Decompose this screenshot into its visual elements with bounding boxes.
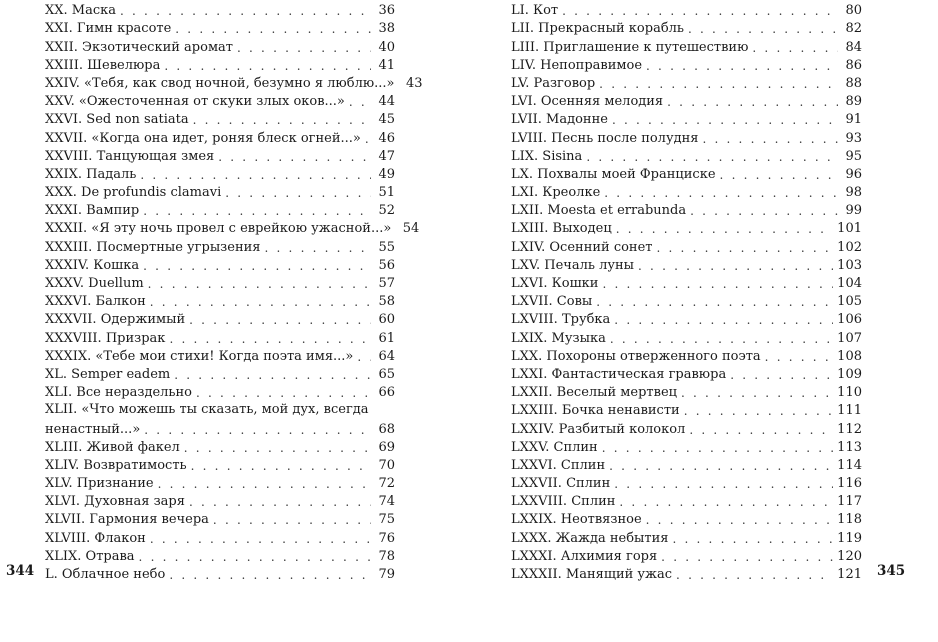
toc-entry-page: 58 bbox=[378, 294, 395, 310]
dot-leader bbox=[143, 204, 371, 219]
toc-entry bbox=[511, 292, 862, 310]
toc-entry-page: 69 bbox=[378, 439, 395, 455]
toc-entry-page: 99 bbox=[845, 203, 862, 219]
toc-entry-title: XXXVII. Одержимый bbox=[45, 312, 186, 328]
toc-entry-page: 75 bbox=[378, 512, 395, 528]
toc-entry-title: XXXIX. «Тебе мои стихи! Когда поэта имя...» bbox=[45, 348, 354, 364]
toc-entry-title: XXIII. Шевелюра bbox=[45, 57, 161, 73]
toc-entry-page: 96 bbox=[845, 166, 862, 182]
toc-entry-title: XXXV. Duellum bbox=[45, 276, 144, 291]
toc-entry-title: XXIX. Падаль bbox=[45, 166, 137, 182]
toc-entry-title: LVII. Мадонне bbox=[511, 112, 608, 128]
toc-entry bbox=[45, 165, 395, 183]
toc-entry-title: XXXVIII. Призрак bbox=[45, 330, 166, 346]
toc-entry-page: 61 bbox=[378, 330, 395, 346]
toc-entry-title: LXXX. Жажда небытия bbox=[511, 530, 669, 546]
toc-entry-page: 45 bbox=[378, 112, 395, 128]
toc-entry bbox=[511, 128, 862, 146]
dot-leader bbox=[602, 441, 833, 456]
toc-entry bbox=[45, 547, 395, 565]
toc-entry bbox=[45, 147, 395, 165]
toc-entry bbox=[511, 19, 862, 37]
toc-entry bbox=[45, 492, 395, 510]
toc-entry-page: 54 bbox=[402, 221, 420, 237]
dot-leader bbox=[661, 550, 833, 565]
toc-entry-title: LX. Похвалы моей Франциске bbox=[511, 166, 716, 182]
toc-entry-page: 72 bbox=[378, 476, 395, 492]
toc-entry bbox=[511, 1, 862, 19]
dot-leader bbox=[189, 495, 371, 510]
toc-entry bbox=[511, 201, 862, 219]
dot-leader bbox=[602, 277, 833, 292]
toc-entry bbox=[511, 492, 862, 510]
toc-entry-title: XLIX. Отрава bbox=[45, 548, 135, 564]
toc-entry-title: LXXVI. Сплин bbox=[511, 457, 606, 473]
dot-leader bbox=[237, 41, 371, 56]
toc-entry-title: XXXVI. Балкон bbox=[45, 294, 146, 310]
toc-entry-title: LXIX. Музыка bbox=[511, 330, 606, 346]
toc-entry-page: 106 bbox=[837, 312, 862, 328]
toc-entry bbox=[45, 456, 395, 474]
toc-entry bbox=[45, 274, 395, 292]
toc-entry-title: XXII. Экзотический аромат bbox=[45, 39, 233, 55]
dot-leader bbox=[646, 513, 834, 528]
toc-entry bbox=[511, 56, 862, 74]
toc-entry-title: XXX. De profundis clamavi bbox=[45, 185, 222, 201]
toc-entry-title: XXXII. «Я эту ночь провел с еврейкою ужасной...» bbox=[45, 221, 392, 237]
toc-entry-page: 76 bbox=[378, 530, 395, 546]
toc-entry bbox=[511, 510, 862, 528]
toc-entry-page: 109 bbox=[837, 366, 862, 382]
toc-entry bbox=[45, 528, 395, 546]
dot-leader bbox=[610, 332, 833, 347]
toc-entry-title: LVIII. Песнь после полудня bbox=[511, 130, 699, 146]
dot-leader bbox=[619, 495, 833, 510]
toc-entry bbox=[45, 1, 395, 19]
toc-entry-title: LXIII. Выходец bbox=[511, 221, 612, 237]
toc-entry bbox=[45, 92, 395, 110]
dot-leader bbox=[218, 150, 371, 165]
toc-entry-page: 52 bbox=[378, 203, 395, 219]
toc-entry bbox=[45, 474, 395, 492]
dot-leader bbox=[562, 4, 838, 19]
toc-entry bbox=[511, 347, 862, 365]
toc-entry-title: LXXIX. Неотвязное bbox=[511, 512, 642, 528]
dot-leader bbox=[599, 77, 838, 92]
dot-leader bbox=[144, 423, 371, 438]
toc-entry-title: XLV. Признание bbox=[45, 476, 154, 492]
toc-entry-page: 49 bbox=[378, 166, 395, 182]
dot-leader bbox=[672, 532, 833, 547]
dot-leader bbox=[213, 513, 371, 528]
dot-leader bbox=[169, 332, 371, 347]
toc-entry-title: LXI. Креолке bbox=[511, 185, 601, 201]
toc-entry-title: LXV. Печаль луны bbox=[511, 257, 635, 273]
toc-entry bbox=[511, 365, 862, 383]
dot-leader bbox=[614, 313, 833, 328]
toc-entry bbox=[45, 183, 395, 201]
toc-entry-title: XL. Semper eadem bbox=[45, 366, 171, 382]
dot-leader bbox=[752, 41, 838, 56]
dot-leader bbox=[690, 204, 838, 219]
toc-entry-page: 104 bbox=[837, 276, 862, 291]
toc-entry bbox=[45, 56, 395, 74]
dot-leader bbox=[604, 186, 838, 201]
dot-leader bbox=[730, 368, 833, 383]
toc-entry bbox=[511, 183, 862, 201]
toc-entry-title: LIX. Sisina bbox=[511, 148, 583, 164]
dot-leader bbox=[609, 459, 833, 474]
toc-entry-page: 107 bbox=[837, 330, 862, 346]
toc-entry-title: LVI. Осенняя мелодия bbox=[511, 94, 664, 110]
toc-entry-page: 66 bbox=[378, 385, 395, 401]
toc-entry-page: 51 bbox=[378, 185, 395, 201]
toc-entry bbox=[45, 201, 395, 219]
dot-leader bbox=[148, 277, 371, 292]
toc-entry-page: 57 bbox=[378, 276, 395, 291]
dot-leader bbox=[175, 22, 371, 37]
toc-entry-title: LIV. Непоправимое bbox=[511, 57, 643, 73]
dot-leader bbox=[684, 404, 833, 419]
toc-entry-page: 101 bbox=[837, 221, 862, 237]
toc-entry-title-line2: ненастный...» bbox=[45, 421, 141, 437]
toc-entry bbox=[511, 383, 862, 401]
toc-entry-title: LII. Прекрасный корабль bbox=[511, 21, 684, 37]
left-page-contents bbox=[45, 1, 423, 583]
dot-leader bbox=[158, 477, 371, 492]
dot-leader bbox=[164, 59, 371, 74]
toc-entry-page: 93 bbox=[845, 130, 862, 146]
right-page-contents bbox=[511, 1, 862, 583]
toc-entry-title: LXXVII. Сплин bbox=[511, 476, 611, 492]
toc-entry bbox=[511, 256, 862, 274]
left-page-number: 344 bbox=[6, 563, 35, 579]
toc-entry-page: 74 bbox=[378, 494, 395, 510]
toc-entry-title: LXVI. Кошки bbox=[511, 276, 599, 291]
toc-entry bbox=[45, 19, 395, 37]
toc-entry-page: 47 bbox=[378, 148, 395, 164]
toc-entry-title: XLIII. Живой факел bbox=[45, 439, 180, 455]
dot-leader bbox=[349, 95, 371, 110]
toc-entry-page: 36 bbox=[378, 3, 395, 19]
toc-entry-title: XLVII. Гармония вечера bbox=[45, 512, 209, 528]
toc-entry-page: 70 bbox=[378, 457, 395, 473]
toc-entry-title: LXXXII. Манящий ужас bbox=[511, 567, 673, 582]
dot-leader bbox=[612, 113, 838, 128]
toc-entry-title: LXIV. Осенний сонет bbox=[511, 239, 653, 255]
dot-leader bbox=[264, 241, 371, 256]
toc-entry-title: LXX. Похороны отверженного поэта bbox=[511, 348, 761, 364]
toc-entry-page: 118 bbox=[837, 512, 862, 528]
toc-entry bbox=[45, 128, 395, 146]
toc-entry-title: L. Облачное небо bbox=[45, 567, 166, 583]
dot-leader bbox=[196, 386, 371, 401]
toc-entry-title: XXVIII. Танцующая змея bbox=[45, 148, 215, 164]
toc-entry-title: XX. Маска bbox=[45, 3, 116, 19]
toc-entry-continuation bbox=[45, 419, 395, 437]
toc-entry bbox=[511, 438, 862, 456]
toc-entry-page: 82 bbox=[845, 21, 862, 37]
toc-entry-title: XLI. Все нераздельно bbox=[45, 385, 192, 401]
dot-leader bbox=[656, 241, 833, 256]
toc-entry-page: 120 bbox=[837, 548, 862, 564]
toc-entry-page: 114 bbox=[837, 457, 862, 473]
toc-entry-page: 119 bbox=[837, 530, 862, 546]
toc-entry-page: 41 bbox=[378, 57, 395, 73]
dot-leader bbox=[184, 441, 371, 456]
toc-entry-title: LIII. Приглашение к путешествию bbox=[511, 39, 749, 55]
toc-entry-title: LXVIII. Трубка bbox=[511, 312, 611, 328]
toc-entry-page: 46 bbox=[378, 130, 395, 146]
toc-entry-title: XLVI. Духовная заря bbox=[45, 494, 185, 510]
toc-entry-page: 80 bbox=[845, 3, 862, 19]
toc-entry-page: 117 bbox=[837, 494, 862, 510]
toc-entry-page: 79 bbox=[378, 567, 395, 583]
dot-leader bbox=[169, 568, 371, 583]
toc-entry-page: 64 bbox=[378, 348, 395, 364]
toc-entry-title: XXXIV. Кошка bbox=[45, 257, 140, 273]
toc-entry-page: 38 bbox=[378, 21, 395, 37]
toc-entry-page: 91 bbox=[845, 112, 862, 128]
toc-entry-page: 56 bbox=[378, 257, 395, 273]
dot-leader bbox=[150, 295, 371, 310]
toc-entry-title: LXXI. Фантастическая гравюра bbox=[511, 366, 727, 382]
dot-leader bbox=[139, 550, 371, 565]
toc-entry bbox=[511, 328, 862, 346]
dot-leader bbox=[689, 423, 833, 438]
toc-entry bbox=[45, 292, 395, 310]
toc-entry-page: 78 bbox=[378, 548, 395, 564]
dot-leader bbox=[720, 168, 838, 183]
toc-entry bbox=[45, 510, 395, 528]
toc-entry-title: LXXII. Веселый мертвец bbox=[511, 385, 677, 401]
toc-entry bbox=[511, 547, 862, 565]
toc-entry bbox=[45, 310, 395, 328]
toc-entry bbox=[45, 347, 395, 365]
toc-entry bbox=[45, 365, 395, 383]
toc-entry-page: 86 bbox=[845, 57, 862, 73]
dot-leader bbox=[150, 532, 371, 547]
toc-entry-page: 112 bbox=[837, 421, 862, 437]
toc-entry bbox=[45, 328, 395, 346]
dot-leader bbox=[616, 222, 833, 237]
toc-entry-page: 68 bbox=[378, 421, 395, 437]
toc-entry-page: 84 bbox=[845, 39, 862, 55]
toc-entry bbox=[45, 237, 395, 255]
right-page-number: 345 bbox=[877, 563, 906, 579]
toc-entry-title: XXVII. «Когда она идет, роняя блеск огней...» bbox=[45, 130, 361, 146]
toc-entry bbox=[45, 74, 423, 92]
toc-entry bbox=[45, 219, 420, 237]
toc-entry-page: 60 bbox=[378, 312, 395, 328]
toc-entry-title: XLIV. Возвратимость bbox=[45, 457, 187, 473]
toc-entry-page: 110 bbox=[837, 385, 862, 401]
toc-entry-page: 121 bbox=[837, 567, 862, 582]
toc-entry bbox=[511, 528, 862, 546]
dot-leader bbox=[365, 132, 371, 147]
toc-entry bbox=[511, 237, 862, 255]
toc-entry bbox=[511, 37, 862, 55]
toc-entry bbox=[45, 565, 395, 583]
toc-entry-title: XXI. Гимн красоте bbox=[45, 21, 172, 37]
toc-entry bbox=[511, 219, 862, 237]
dot-leader bbox=[140, 168, 371, 183]
dot-leader bbox=[193, 113, 371, 128]
toc-entry-title: LXII. Moesta et errabunda bbox=[511, 203, 687, 219]
toc-entry-title: LXXVIII. Сплин bbox=[511, 494, 616, 510]
toc-entry bbox=[511, 110, 862, 128]
toc-entry bbox=[511, 456, 862, 474]
dot-leader bbox=[614, 477, 833, 492]
toc-entry bbox=[511, 419, 862, 437]
dot-leader bbox=[225, 186, 371, 201]
dot-leader bbox=[638, 259, 833, 274]
toc-entry-page: 89 bbox=[845, 94, 862, 110]
dot-leader bbox=[676, 568, 833, 583]
toc-entry-page: 43 bbox=[405, 75, 423, 91]
toc-entry bbox=[511, 401, 862, 419]
toc-entry-title: XXVI. Sed non satiata bbox=[45, 112, 189, 128]
toc-entry-page: 98 bbox=[845, 185, 862, 201]
dot-leader bbox=[189, 313, 371, 328]
toc-entry-title: XXXI. Вампир bbox=[45, 203, 140, 219]
toc-entry-title: LXXV. Сплин bbox=[511, 439, 598, 455]
toc-entry-title: LXXIII. Бочка ненависти bbox=[511, 403, 680, 419]
dot-leader bbox=[667, 95, 838, 110]
toc-entry-title: LI. Кот bbox=[511, 3, 559, 19]
toc-entry-page: 88 bbox=[845, 75, 862, 91]
toc-entry-page: 40 bbox=[378, 39, 395, 55]
toc-entry-title: XLII. «Что можешь ты сказать, мой дух, всегда bbox=[45, 402, 369, 418]
toc-entry-page: 108 bbox=[837, 348, 862, 364]
toc-entry-page: 95 bbox=[845, 148, 862, 164]
toc-entry bbox=[511, 274, 862, 292]
toc-entry-page: 103 bbox=[837, 257, 862, 273]
toc-entry bbox=[45, 37, 395, 55]
toc-entry-title: XXV. «Ожесточенная от скуки злых оков...» bbox=[45, 94, 345, 110]
dot-leader bbox=[357, 350, 371, 365]
toc-entry bbox=[45, 110, 395, 128]
toc-entry bbox=[45, 256, 395, 274]
toc-entry-page: 44 bbox=[378, 94, 395, 110]
toc-entry-page: 116 bbox=[837, 476, 862, 492]
toc-entry-title: XLVIII. Флакон bbox=[45, 530, 146, 546]
dot-leader bbox=[688, 22, 838, 37]
toc-entry bbox=[511, 74, 862, 92]
toc-entry-title: LV. Разговор bbox=[511, 75, 596, 91]
dot-leader bbox=[586, 150, 838, 165]
toc-entry bbox=[45, 438, 395, 456]
dot-leader bbox=[765, 350, 834, 365]
toc-entry-page: 113 bbox=[837, 439, 862, 455]
dot-leader bbox=[681, 386, 833, 401]
toc-entry-title: XXXIII. Посмертные угрызения bbox=[45, 239, 261, 255]
toc-entry-page: 105 bbox=[837, 294, 862, 310]
toc-entry-title: LXXIV. Разбитый колокол bbox=[511, 421, 686, 437]
toc-entry-title: XXIV. «Тебя, как свод ночной, безумно я люблю...» bbox=[45, 75, 395, 91]
dot-leader bbox=[191, 459, 371, 474]
dot-leader bbox=[120, 4, 371, 19]
toc-entry-title: LXVII. Совы bbox=[511, 294, 593, 310]
toc-entry-title: LXXXI. Алхимия горя bbox=[511, 548, 658, 564]
toc-entry bbox=[511, 474, 862, 492]
toc-entry bbox=[511, 565, 862, 583]
toc-entry-page: 65 bbox=[378, 366, 395, 382]
dot-leader bbox=[646, 59, 838, 74]
toc-entry bbox=[511, 147, 862, 165]
toc-entry bbox=[45, 401, 395, 437]
dot-leader bbox=[174, 368, 371, 383]
toc-entry bbox=[511, 310, 862, 328]
toc-entry bbox=[511, 92, 862, 110]
dot-leader bbox=[702, 132, 838, 147]
toc-entry bbox=[45, 383, 395, 401]
toc-entry-page: 111 bbox=[837, 403, 862, 419]
dot-leader bbox=[596, 295, 833, 310]
toc-entry-page: 102 bbox=[837, 239, 862, 255]
toc-entry-page: 55 bbox=[378, 239, 395, 255]
dot-leader bbox=[143, 259, 371, 274]
toc-entry bbox=[511, 165, 862, 183]
